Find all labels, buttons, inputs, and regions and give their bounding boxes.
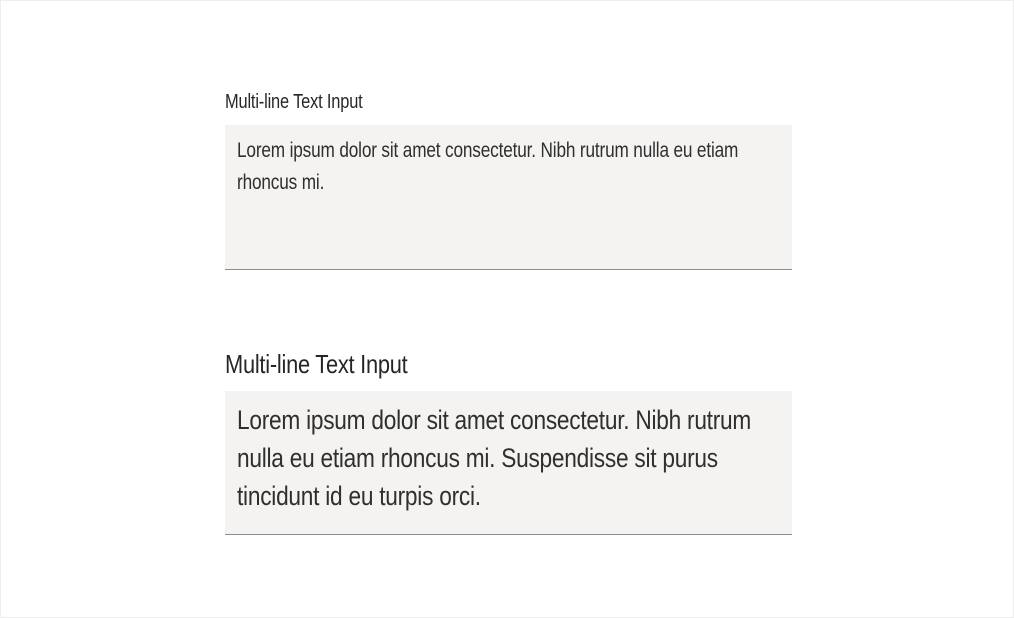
field-label: Multi-line Text Input — [225, 91, 363, 113]
textarea[interactable] — [225, 125, 792, 270]
multiline-text-input-small — [225, 91, 792, 270]
multiline-text-input-large — [225, 349, 792, 535]
textarea-value[interactable]: Lorem ipsum dolor sit amet consectetur. Nibh rutrum nulla eu etiam rhoncus mi. — [237, 139, 739, 194]
textarea[interactable] — [225, 391, 792, 535]
textarea-value[interactable]: Lorem ipsum dolor sit amet consectetur. Nibh rutrum nulla eu etiam rhoncus mi. Suspendisse sit purus tincidunt id eu turpis orci. — [237, 405, 752, 511]
field-label: Multi-line Text Input — [225, 349, 408, 379]
